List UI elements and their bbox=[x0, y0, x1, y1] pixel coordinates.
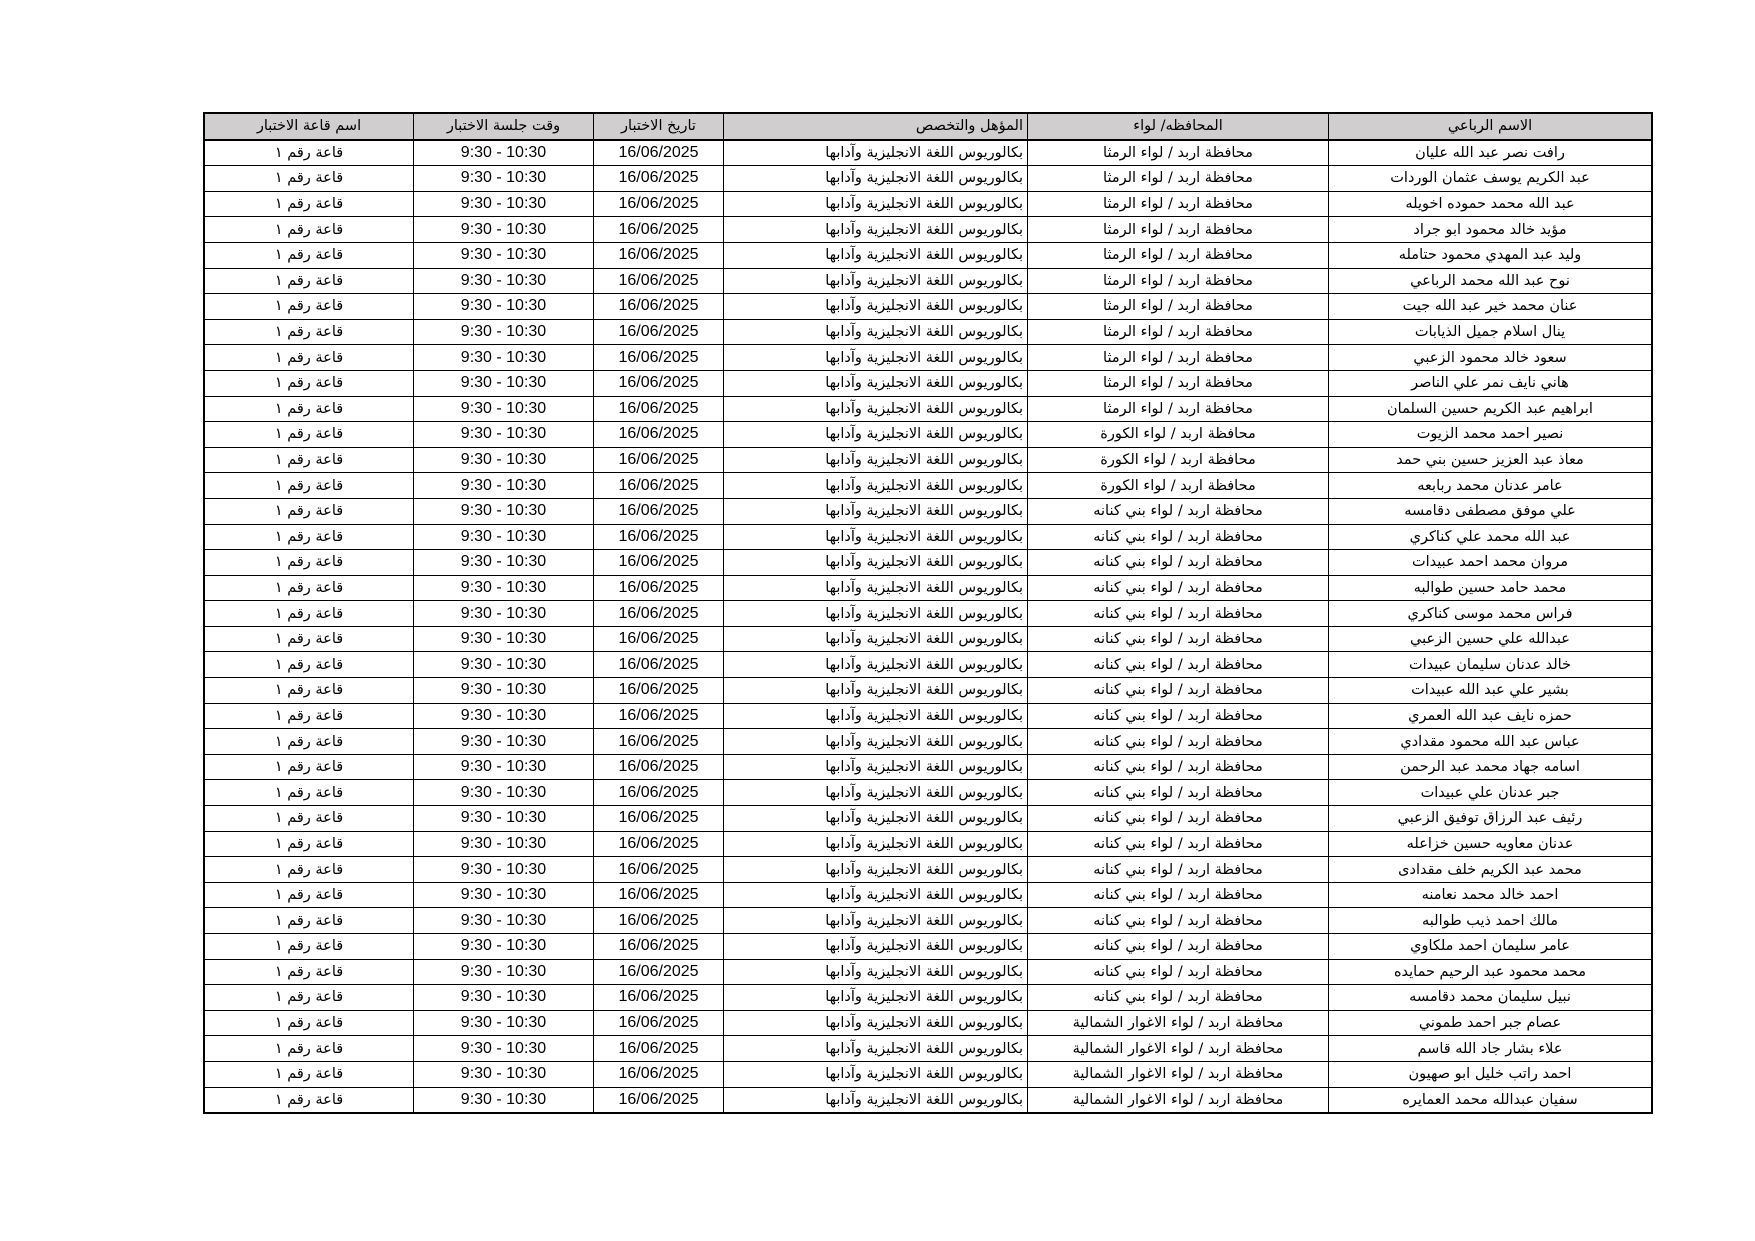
cell-exam-date: 16/06/2025 bbox=[594, 294, 724, 320]
table-row bbox=[204, 754, 1652, 780]
cell-qualification: بكالوريوس اللغة الانجليزية وآدابها bbox=[724, 1036, 1028, 1062]
cell-governorate: محافظة اربد / لواء الرمثا bbox=[1028, 242, 1329, 268]
cell-full-name: خالد عدنان سليمان عبيدات bbox=[1329, 652, 1653, 678]
cell-exam-date: 16/06/2025 bbox=[594, 601, 724, 627]
cell-exam-date: 16/06/2025 bbox=[594, 217, 724, 243]
cell-governorate: محافظة اربد / لواء الرمثا bbox=[1028, 345, 1329, 371]
cell-exam-hall: قاعة رقم ١ bbox=[204, 626, 414, 652]
cell-exam-date: 16/06/2025 bbox=[594, 473, 724, 499]
cell-full-name: سفيان عبدالله محمد العمايره bbox=[1329, 1087, 1653, 1113]
cell-exam-time: 9:30 - 10:30 bbox=[414, 319, 594, 345]
cell-governorate: محافظة اربد / لواء بني كنانه bbox=[1028, 703, 1329, 729]
cell-qualification: بكالوريوس اللغة الانجليزية وآدابها bbox=[724, 626, 1028, 652]
cell-exam-time: 9:30 - 10:30 bbox=[414, 831, 594, 857]
cell-full-name: علاء بشار جاد الله قاسم bbox=[1329, 1036, 1653, 1062]
cell-exam-time: 9:30 - 10:30 bbox=[414, 242, 594, 268]
cell-exam-date: 16/06/2025 bbox=[594, 857, 724, 883]
cell-exam-date: 16/06/2025 bbox=[594, 754, 724, 780]
cell-exam-hall: قاعة رقم ١ bbox=[204, 934, 414, 960]
cell-exam-date: 16/06/2025 bbox=[594, 703, 724, 729]
cell-qualification: بكالوريوس اللغة الانجليزية وآدابها bbox=[724, 473, 1028, 499]
cell-exam-date: 16/06/2025 bbox=[594, 140, 724, 166]
cell-full-name: سعود خالد محمود الزعبي bbox=[1329, 345, 1653, 371]
table-row bbox=[204, 626, 1652, 652]
cell-exam-date: 16/06/2025 bbox=[594, 242, 724, 268]
table-header bbox=[204, 113, 1652, 140]
cell-exam-date: 16/06/2025 bbox=[594, 370, 724, 396]
cell-exam-hall: قاعة رقم ١ bbox=[204, 447, 414, 473]
cell-full-name: رئيف عبد الرزاق توفيق الزعبي bbox=[1329, 806, 1653, 832]
cell-qualification: بكالوريوس اللغة الانجليزية وآدابها bbox=[724, 1087, 1028, 1113]
table-row bbox=[204, 1061, 1652, 1087]
cell-exam-hall: قاعة رقم ١ bbox=[204, 1087, 414, 1113]
cell-exam-date: 16/06/2025 bbox=[594, 652, 724, 678]
cell-exam-date: 16/06/2025 bbox=[594, 550, 724, 576]
cell-exam-time: 9:30 - 10:30 bbox=[414, 1061, 594, 1087]
header-exam-time: وقت جلسة الاختبار bbox=[414, 113, 594, 140]
cell-qualification: بكالوريوس اللغة الانجليزية وآدابها bbox=[724, 396, 1028, 422]
cell-exam-time: 9:30 - 10:30 bbox=[414, 1010, 594, 1036]
cell-governorate: محافظة اربد / لواء الرمثا bbox=[1028, 140, 1329, 166]
cell-exam-time: 9:30 - 10:30 bbox=[414, 166, 594, 192]
header-row bbox=[204, 113, 1652, 140]
cell-governorate: محافظة اربد / لواء بني كنانه bbox=[1028, 498, 1329, 524]
cell-exam-date: 16/06/2025 bbox=[594, 1036, 724, 1062]
cell-exam-hall: قاعة رقم ١ bbox=[204, 473, 414, 499]
cell-qualification: بكالوريوس اللغة الانجليزية وآدابها bbox=[724, 601, 1028, 627]
table-row bbox=[204, 550, 1652, 576]
cell-exam-hall: قاعة رقم ١ bbox=[204, 601, 414, 627]
cell-exam-hall: قاعة رقم ١ bbox=[204, 678, 414, 704]
cell-governorate: محافظة اربد / لواء بني كنانه bbox=[1028, 806, 1329, 832]
cell-full-name: عدنان معاويه حسين خزاعله bbox=[1329, 831, 1653, 857]
table-row bbox=[204, 524, 1652, 550]
cell-exam-hall: قاعة رقم ١ bbox=[204, 1061, 414, 1087]
cell-exam-date: 16/06/2025 bbox=[594, 959, 724, 985]
cell-exam-hall: قاعة رقم ١ bbox=[204, 831, 414, 857]
cell-qualification: بكالوريوس اللغة الانجليزية وآدابها bbox=[724, 217, 1028, 243]
cell-exam-date: 16/06/2025 bbox=[594, 422, 724, 448]
cell-governorate: محافظة اربد / لواء بني كنانه bbox=[1028, 626, 1329, 652]
cell-full-name: احمد خالد محمد نعامنه bbox=[1329, 882, 1653, 908]
table-row bbox=[204, 601, 1652, 627]
cell-full-name: بشير علي عبد الله عبيدات bbox=[1329, 678, 1653, 704]
cell-exam-date: 16/06/2025 bbox=[594, 806, 724, 832]
cell-governorate: محافظة اربد / لواء بني كنانه bbox=[1028, 550, 1329, 576]
cell-governorate: محافظة اربد / لواء الرمثا bbox=[1028, 166, 1329, 192]
cell-governorate: محافظة اربد / لواء بني كنانه bbox=[1028, 934, 1329, 960]
cell-full-name: فراس محمد موسى كناكري bbox=[1329, 601, 1653, 627]
cell-full-name: محمد عبد الكريم خلف مقدادى bbox=[1329, 857, 1653, 883]
table-row bbox=[204, 447, 1652, 473]
table-row bbox=[204, 319, 1652, 345]
cell-exam-time: 9:30 - 10:30 bbox=[414, 754, 594, 780]
cell-exam-time: 9:30 - 10:30 bbox=[414, 524, 594, 550]
cell-governorate: محافظة اربد / لواء الرمثا bbox=[1028, 319, 1329, 345]
cell-governorate: محافظة اربد / لواء بني كنانه bbox=[1028, 985, 1329, 1011]
cell-exam-hall: قاعة رقم ١ bbox=[204, 857, 414, 883]
table-row bbox=[204, 831, 1652, 857]
table-row bbox=[204, 345, 1652, 371]
cell-qualification: بكالوريوس اللغة الانجليزية وآدابها bbox=[724, 191, 1028, 217]
cell-exam-time: 9:30 - 10:30 bbox=[414, 396, 594, 422]
cell-exam-hall: قاعة رقم ١ bbox=[204, 985, 414, 1011]
cell-qualification: بكالوريوس اللغة الانجليزية وآدابها bbox=[724, 882, 1028, 908]
cell-exam-date: 16/06/2025 bbox=[594, 1061, 724, 1087]
cell-exam-time: 9:30 - 10:30 bbox=[414, 1036, 594, 1062]
cell-qualification: بكالوريوس اللغة الانجليزية وآدابها bbox=[724, 422, 1028, 448]
cell-governorate: محافظة اربد / لواء الاغوار الشمالية bbox=[1028, 1087, 1329, 1113]
cell-qualification: بكالوريوس اللغة الانجليزية وآدابها bbox=[724, 678, 1028, 704]
cell-full-name: عباس عبد الله محمود مقدادي bbox=[1329, 729, 1653, 755]
cell-governorate: محافظة اربد / لواء بني كنانه bbox=[1028, 780, 1329, 806]
cell-qualification: بكالوريوس اللغة الانجليزية وآدابها bbox=[724, 908, 1028, 934]
table-row bbox=[204, 703, 1652, 729]
cell-exam-hall: قاعة رقم ١ bbox=[204, 140, 414, 166]
cell-full-name: رافت نصر عبد الله عليان bbox=[1329, 140, 1653, 166]
table-row bbox=[204, 934, 1652, 960]
cell-exam-time: 9:30 - 10:30 bbox=[414, 908, 594, 934]
cell-qualification: بكالوريوس اللغة الانجليزية وآدابها bbox=[724, 370, 1028, 396]
cell-governorate: محافظة اربد / لواء الكورة bbox=[1028, 473, 1329, 499]
cell-exam-hall: قاعة رقم ١ bbox=[204, 780, 414, 806]
cell-governorate: محافظة اربد / لواء بني كنانه bbox=[1028, 678, 1329, 704]
cell-exam-date: 16/06/2025 bbox=[594, 626, 724, 652]
cell-exam-hall: قاعة رقم ١ bbox=[204, 575, 414, 601]
cell-full-name: مؤيد خالد محمود ابو جراد bbox=[1329, 217, 1653, 243]
cell-exam-time: 9:30 - 10:30 bbox=[414, 626, 594, 652]
cell-full-name: حمزه نايف عبد الله العمري bbox=[1329, 703, 1653, 729]
cell-exam-hall: قاعة رقم ١ bbox=[204, 550, 414, 576]
cell-governorate: محافظة اربد / لواء بني كنانه bbox=[1028, 601, 1329, 627]
cell-full-name: علي موفق مصطفى دقامسه bbox=[1329, 498, 1653, 524]
cell-exam-time: 9:30 - 10:30 bbox=[414, 601, 594, 627]
cell-full-name: نصير احمد محمد الزيوت bbox=[1329, 422, 1653, 448]
cell-qualification: بكالوريوس اللغة الانجليزية وآدابها bbox=[724, 652, 1028, 678]
cell-qualification: بكالوريوس اللغة الانجليزية وآدابها bbox=[724, 934, 1028, 960]
cell-qualification: بكالوريوس اللغة الانجليزية وآدابها bbox=[724, 319, 1028, 345]
table-row bbox=[204, 1087, 1652, 1113]
cell-full-name: مالك احمد ذيب طوالبه bbox=[1329, 908, 1653, 934]
cell-qualification: بكالوريوس اللغة الانجليزية وآدابها bbox=[724, 754, 1028, 780]
cell-governorate: محافظة اربد / لواء الاغوار الشمالية bbox=[1028, 1010, 1329, 1036]
cell-exam-hall: قاعة رقم ١ bbox=[204, 729, 414, 755]
cell-full-name: محمد محمود عبد الرحيم حمايده bbox=[1329, 959, 1653, 985]
cell-governorate: محافظة اربد / لواء بني كنانه bbox=[1028, 729, 1329, 755]
cell-governorate: محافظة اربد / لواء بني كنانه bbox=[1028, 575, 1329, 601]
cell-exam-hall: قاعة رقم ١ bbox=[204, 1036, 414, 1062]
header-exam-hall: اسم قاعة الاختبار bbox=[204, 113, 414, 140]
cell-exam-hall: قاعة رقم ١ bbox=[204, 345, 414, 371]
cell-exam-date: 16/06/2025 bbox=[594, 934, 724, 960]
cell-exam-hall: قاعة رقم ١ bbox=[204, 908, 414, 934]
header-governorate: المحافظه/ لواء bbox=[1028, 113, 1329, 140]
cell-exam-hall: قاعة رقم ١ bbox=[204, 959, 414, 985]
cell-qualification: بكالوريوس اللغة الانجليزية وآدابها bbox=[724, 166, 1028, 192]
table-row bbox=[204, 575, 1652, 601]
cell-exam-date: 16/06/2025 bbox=[594, 831, 724, 857]
cell-qualification: بكالوريوس اللغة الانجليزية وآدابها bbox=[724, 1010, 1028, 1036]
table-row bbox=[204, 806, 1652, 832]
cell-exam-time: 9:30 - 10:30 bbox=[414, 447, 594, 473]
cell-exam-date: 16/06/2025 bbox=[594, 268, 724, 294]
cell-governorate: محافظة اربد / لواء الاغوار الشمالية bbox=[1028, 1036, 1329, 1062]
cell-exam-time: 9:30 - 10:30 bbox=[414, 345, 594, 371]
cell-exam-time: 9:30 - 10:30 bbox=[414, 959, 594, 985]
cell-exam-time: 9:30 - 10:30 bbox=[414, 729, 594, 755]
cell-full-name: عنان محمد خير عبد الله جيت bbox=[1329, 294, 1653, 320]
cell-exam-time: 9:30 - 10:30 bbox=[414, 703, 594, 729]
cell-qualification: بكالوريوس اللغة الانجليزية وآدابها bbox=[724, 959, 1028, 985]
cell-exam-date: 16/06/2025 bbox=[594, 985, 724, 1011]
table-body bbox=[204, 140, 1652, 1114]
cell-governorate: محافظة اربد / لواء الكورة bbox=[1028, 447, 1329, 473]
cell-qualification: بكالوريوس اللغة الانجليزية وآدابها bbox=[724, 345, 1028, 371]
cell-governorate: محافظة اربد / لواء بني كنانه bbox=[1028, 959, 1329, 985]
cell-full-name: ابراهيم عبد الكريم حسين السلمان bbox=[1329, 396, 1653, 422]
table-row bbox=[204, 652, 1652, 678]
cell-exam-hall: قاعة رقم ١ bbox=[204, 422, 414, 448]
cell-full-name: عبد الله محمد حموده اخويله bbox=[1329, 191, 1653, 217]
header-qualification: المؤهل والتخصص bbox=[724, 113, 1028, 140]
cell-exam-date: 16/06/2025 bbox=[594, 524, 724, 550]
cell-qualification: بكالوريوس اللغة الانجليزية وآدابها bbox=[724, 575, 1028, 601]
cell-qualification: بكالوريوس اللغة الانجليزية وآدابها bbox=[724, 703, 1028, 729]
cell-exam-date: 16/06/2025 bbox=[594, 908, 724, 934]
table-row bbox=[204, 857, 1652, 883]
cell-exam-hall: قاعة رقم ١ bbox=[204, 242, 414, 268]
cell-governorate: محافظة اربد / لواء الرمثا bbox=[1028, 396, 1329, 422]
table-row bbox=[204, 1036, 1652, 1062]
cell-full-name: ينال اسلام جميل الذيابات bbox=[1329, 319, 1653, 345]
cell-exam-hall: قاعة رقم ١ bbox=[204, 524, 414, 550]
cell-full-name: عامر سليمان احمد ملكاوي bbox=[1329, 934, 1653, 960]
cell-qualification: بكالوريوس اللغة الانجليزية وآدابها bbox=[724, 1061, 1028, 1087]
cell-governorate: محافظة اربد / لواء الرمثا bbox=[1028, 268, 1329, 294]
cell-qualification: بكالوريوس اللغة الانجليزية وآدابها bbox=[724, 294, 1028, 320]
table-row bbox=[204, 1010, 1652, 1036]
header-exam-date: تاريخ الاختبار bbox=[594, 113, 724, 140]
cell-exam-hall: قاعة رقم ١ bbox=[204, 370, 414, 396]
cell-exam-date: 16/06/2025 bbox=[594, 882, 724, 908]
cell-full-name: هاني نايف نمر علي الناصر bbox=[1329, 370, 1653, 396]
cell-exam-time: 9:30 - 10:30 bbox=[414, 1087, 594, 1113]
cell-exam-time: 9:30 - 10:30 bbox=[414, 678, 594, 704]
cell-exam-date: 16/06/2025 bbox=[594, 396, 724, 422]
table-row bbox=[204, 422, 1652, 448]
cell-qualification: بكالوريوس اللغة الانجليزية وآدابها bbox=[724, 498, 1028, 524]
cell-exam-hall: قاعة رقم ١ bbox=[204, 806, 414, 832]
cell-full-name: محمد حامد حسين طوالبه bbox=[1329, 575, 1653, 601]
table-row bbox=[204, 140, 1652, 166]
cell-qualification: بكالوريوس اللغة الانجليزية وآدابها bbox=[724, 268, 1028, 294]
cell-exam-hall: قاعة رقم ١ bbox=[204, 294, 414, 320]
cell-full-name: عبدالله علي حسين الزعبي bbox=[1329, 626, 1653, 652]
cell-exam-time: 9:30 - 10:30 bbox=[414, 473, 594, 499]
table-row bbox=[204, 959, 1652, 985]
table-row bbox=[204, 191, 1652, 217]
cell-exam-hall: قاعة رقم ١ bbox=[204, 652, 414, 678]
cell-exam-hall: قاعة رقم ١ bbox=[204, 396, 414, 422]
cell-exam-date: 16/06/2025 bbox=[594, 166, 724, 192]
cell-exam-time: 9:30 - 10:30 bbox=[414, 806, 594, 832]
cell-qualification: بكالوريوس اللغة الانجليزية وآدابها bbox=[724, 242, 1028, 268]
cell-exam-date: 16/06/2025 bbox=[594, 498, 724, 524]
table-row bbox=[204, 294, 1652, 320]
table-row bbox=[204, 985, 1652, 1011]
cell-exam-hall: قاعة رقم ١ bbox=[204, 268, 414, 294]
cell-exam-hall: قاعة رقم ١ bbox=[204, 191, 414, 217]
cell-exam-time: 9:30 - 10:30 bbox=[414, 780, 594, 806]
cell-exam-time: 9:30 - 10:30 bbox=[414, 498, 594, 524]
header-full-name: الاسم الرباعي bbox=[1329, 113, 1653, 140]
table-row bbox=[204, 678, 1652, 704]
table-row bbox=[204, 370, 1652, 396]
cell-governorate: محافظة اربد / لواء الرمثا bbox=[1028, 217, 1329, 243]
cell-exam-time: 9:30 - 10:30 bbox=[414, 191, 594, 217]
cell-qualification: بكالوريوس اللغة الانجليزية وآدابها bbox=[724, 806, 1028, 832]
cell-governorate: محافظة اربد / لواء الرمثا bbox=[1028, 370, 1329, 396]
cell-governorate: محافظة اربد / لواء الرمثا bbox=[1028, 294, 1329, 320]
table-row bbox=[204, 882, 1652, 908]
table-row bbox=[204, 242, 1652, 268]
cell-exam-time: 9:30 - 10:30 bbox=[414, 857, 594, 883]
cell-governorate: محافظة اربد / لواء بني كنانه bbox=[1028, 652, 1329, 678]
cell-full-name: عامر عدنان محمد ربابعه bbox=[1329, 473, 1653, 499]
cell-qualification: بكالوريوس اللغة الانجليزية وآدابها bbox=[724, 985, 1028, 1011]
cell-exam-date: 16/06/2025 bbox=[594, 447, 724, 473]
cell-full-name: نوح عبد الله محمد الرباعي bbox=[1329, 268, 1653, 294]
cell-governorate: محافظة اربد / لواء بني كنانه bbox=[1028, 882, 1329, 908]
cell-exam-date: 16/06/2025 bbox=[594, 575, 724, 601]
table-row bbox=[204, 498, 1652, 524]
cell-full-name: عبد الكريم يوسف عثمان الوردات bbox=[1329, 166, 1653, 192]
cell-exam-date: 16/06/2025 bbox=[594, 678, 724, 704]
cell-exam-date: 16/06/2025 bbox=[594, 780, 724, 806]
cell-exam-date: 16/06/2025 bbox=[594, 319, 724, 345]
cell-qualification: بكالوريوس اللغة الانجليزية وآدابها bbox=[724, 140, 1028, 166]
cell-governorate: محافظة اربد / لواء بني كنانه bbox=[1028, 857, 1329, 883]
cell-exam-time: 9:30 - 10:30 bbox=[414, 575, 594, 601]
table-row bbox=[204, 217, 1652, 243]
cell-full-name: جبر عدنان علي عبيدات bbox=[1329, 780, 1653, 806]
exam-schedule-table bbox=[203, 112, 1653, 1114]
cell-governorate: محافظة اربد / لواء الكورة bbox=[1028, 422, 1329, 448]
cell-governorate: محافظة اربد / لواء بني كنانه bbox=[1028, 524, 1329, 550]
cell-qualification: بكالوريوس اللغة الانجليزية وآدابها bbox=[724, 831, 1028, 857]
cell-full-name: احمد راتب خليل ابو صهيون bbox=[1329, 1061, 1653, 1087]
cell-qualification: بكالوريوس اللغة الانجليزية وآدابها bbox=[724, 524, 1028, 550]
cell-exam-hall: قاعة رقم ١ bbox=[204, 217, 414, 243]
table-row bbox=[204, 166, 1652, 192]
cell-qualification: بكالوريوس اللغة الانجليزية وآدابها bbox=[724, 550, 1028, 576]
cell-full-name: مروان محمد احمد عبيدات bbox=[1329, 550, 1653, 576]
cell-exam-time: 9:30 - 10:30 bbox=[414, 934, 594, 960]
cell-exam-time: 9:30 - 10:30 bbox=[414, 422, 594, 448]
cell-exam-time: 9:30 - 10:30 bbox=[414, 985, 594, 1011]
cell-exam-time: 9:30 - 10:30 bbox=[414, 268, 594, 294]
cell-exam-time: 9:30 - 10:30 bbox=[414, 140, 594, 166]
table-row bbox=[204, 780, 1652, 806]
cell-full-name: عبد الله محمد علي كناكري bbox=[1329, 524, 1653, 550]
table-row bbox=[204, 729, 1652, 755]
cell-exam-time: 9:30 - 10:30 bbox=[414, 882, 594, 908]
table-row bbox=[204, 473, 1652, 499]
cell-exam-time: 9:30 - 10:30 bbox=[414, 217, 594, 243]
cell-exam-date: 16/06/2025 bbox=[594, 1010, 724, 1036]
cell-exam-date: 16/06/2025 bbox=[594, 191, 724, 217]
cell-exam-hall: قاعة رقم ١ bbox=[204, 703, 414, 729]
cell-exam-time: 9:30 - 10:30 bbox=[414, 652, 594, 678]
cell-governorate: محافظة اربد / لواء بني كنانه bbox=[1028, 908, 1329, 934]
cell-full-name: اسامه جهاد محمد عبد الرحمن bbox=[1329, 754, 1653, 780]
cell-exam-hall: قاعة رقم ١ bbox=[204, 319, 414, 345]
cell-exam-time: 9:30 - 10:30 bbox=[414, 370, 594, 396]
cell-exam-hall: قاعة رقم ١ bbox=[204, 1010, 414, 1036]
cell-exam-hall: قاعة رقم ١ bbox=[204, 882, 414, 908]
cell-exam-date: 16/06/2025 bbox=[594, 345, 724, 371]
cell-governorate: محافظة اربد / لواء بني كنانه bbox=[1028, 754, 1329, 780]
cell-exam-time: 9:30 - 10:30 bbox=[414, 294, 594, 320]
cell-exam-date: 16/06/2025 bbox=[594, 1087, 724, 1113]
table-row bbox=[204, 908, 1652, 934]
cell-qualification: بكالوريوس اللغة الانجليزية وآدابها bbox=[724, 729, 1028, 755]
cell-exam-date: 16/06/2025 bbox=[594, 729, 724, 755]
table-row bbox=[204, 268, 1652, 294]
cell-full-name: نبيل سليمان محمد دقامسه bbox=[1329, 985, 1653, 1011]
cell-exam-hall: قاعة رقم ١ bbox=[204, 754, 414, 780]
cell-exam-time: 9:30 - 10:30 bbox=[414, 550, 594, 576]
cell-governorate: محافظة اربد / لواء بني كنانه bbox=[1028, 831, 1329, 857]
cell-qualification: بكالوريوس اللغة الانجليزية وآدابها bbox=[724, 780, 1028, 806]
cell-qualification: بكالوريوس اللغة الانجليزية وآدابها bbox=[724, 857, 1028, 883]
table-row bbox=[204, 396, 1652, 422]
cell-qualification: بكالوريوس اللغة الانجليزية وآدابها bbox=[724, 447, 1028, 473]
cell-full-name: وليد عبد المهدي محمود حتامله bbox=[1329, 242, 1653, 268]
cell-exam-hall: قاعة رقم ١ bbox=[204, 498, 414, 524]
cell-full-name: عصام جبر احمد طموني bbox=[1329, 1010, 1653, 1036]
cell-governorate: محافظة اربد / لواء الاغوار الشمالية bbox=[1028, 1061, 1329, 1087]
cell-governorate: محافظة اربد / لواء الرمثا bbox=[1028, 191, 1329, 217]
cell-full-name: معاذ عبد العزيز حسين بني حمد bbox=[1329, 447, 1653, 473]
cell-exam-hall: قاعة رقم ١ bbox=[204, 166, 414, 192]
